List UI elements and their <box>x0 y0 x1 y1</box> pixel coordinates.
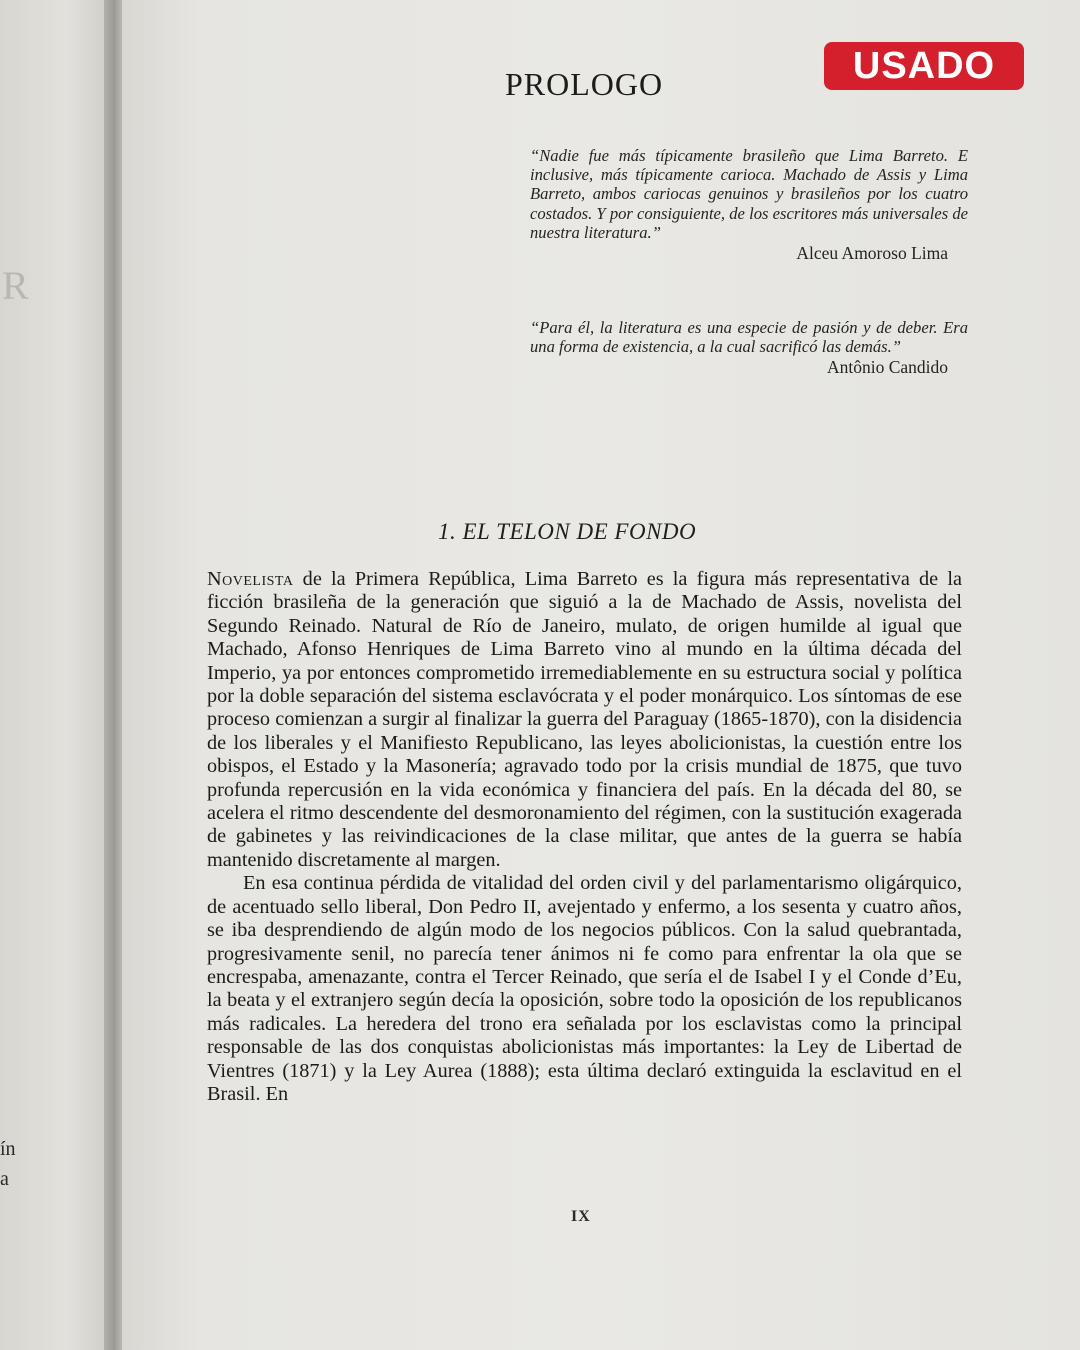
epigraph-quote: “Para él, la literatura es una especie de pasión y de deber. Era una forma de existencia, a la cual sacrificó las demás.” <box>530 318 968 357</box>
paragraph-text: de la Primera República, Lima Barreto es la figura más representativa de la ficción brasileña de la generación que siguió a la de Machado de Assis, novelista del Segundo Reinado. Natural de Río de Janeiro, mulato, de origen humilde al igual que Machado, Afonso Henriques de Lima Barreto vino al mundo en la última década del Imperio, ya por entonces comprometido irremediablemente en su estructura social y política por la doble separación del sistema esclavócrata y el poder monárquico. Los síntomas de ese proceso comienzan a surgir al finalizar la guerra del Paraguay (1865-1870), con la disidencia de los liberales y el Manifiesto Republicano, las leyes abolicionistas, la cuestión entre los obispos, el Estado y la Masonería; agravado todo por la crisis mundial de 1875, que tuvo profunda repercusión en la vida económica y financiera del país. En la década del 80, se acelera el ritmo descendente del desmoronamiento del régimen, con la sustitución exagerada de gabinetes y las reivindicaciones de la clase militar, que antes de la guerra se había mantenido discretamente al margen. <box>207 568 963 871</box>
epigraph-quote: “Nadie fue más típicamente brasileño que Lima Barreto. E inclusive, más típicamente carioca. Machado de Assis y Lima Barreto, ambos cariocas genuinos y brasileños por los cuatro costados. Y por consiguiente, de los escritores más universales de nuestra literatura.” <box>530 146 968 242</box>
epigraph-author: Antônio Candido <box>826 357 948 378</box>
left-page-fragment: ín <box>0 1138 16 1160</box>
used-badge: USADO <box>824 42 1024 90</box>
epigraph <box>530 146 968 263</box>
page-number: IX <box>571 1208 591 1225</box>
left-page <box>0 0 112 1350</box>
section-heading: 1. EL TELON DE FONDO <box>438 519 697 544</box>
epigraph-author: Alceu Amoroso Lima <box>796 243 948 264</box>
page-title: PROLOGO <box>505 66 664 102</box>
paragraph <box>207 568 962 872</box>
paragraph-lead-word: Novelista <box>207 568 294 590</box>
epigraph <box>530 318 968 378</box>
paragraph: En esa continua pérdida de vitalidad del orden civil y del parlamentarismo oligárquico, de acentuado sello liberal, Don Pedro II, avejentado y enfermo, a los sesenta y cuatro años, se iba desprendiendo de algún modo de los negocios públicos. Con la salud quebrantada, progresivamente senil, no parecía tener ánimos ni fe como para enfrentar la ola que se encrespaba, amenazante, contra el Tercer Reinado, que sería el de Isabel I y el Conde d’Eu, la beata y el extranjero según decía la oposición, sobre todo la oposición de los republicanos más radicales. La heredera del trono era señalada por los esclavistas como la principal responsable de las dos conquistas abolicionistas más importantes: la Ley de Libertad de Vientres (1871) y la Ley Aurea (1888); esta última declaró extinguida la esclavitud en el Brasil. En <box>207 872 962 1105</box>
show-through-letter: R <box>2 263 29 308</box>
left-page-fragment: a <box>0 1168 9 1190</box>
body-text <box>207 568 962 1106</box>
